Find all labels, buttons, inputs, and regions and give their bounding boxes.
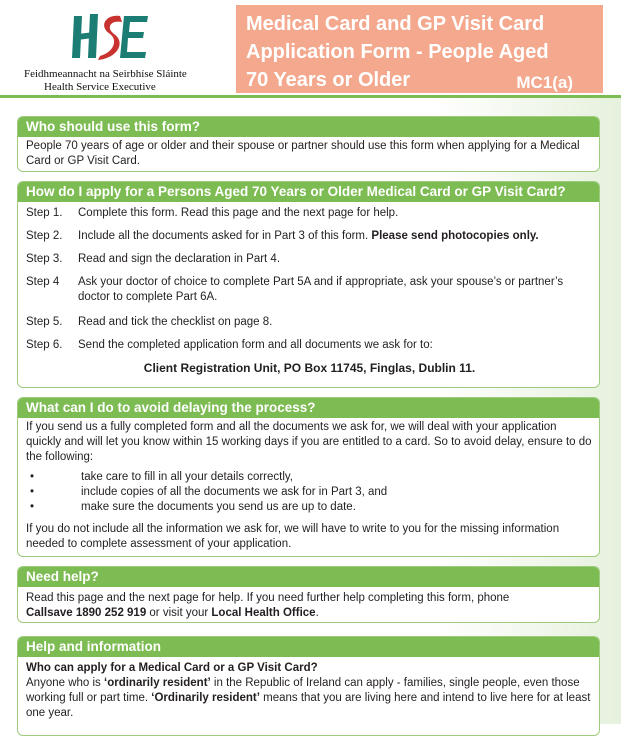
step-number: Step 5. (26, 316, 63, 328)
section-help-information (17, 636, 600, 736)
section-heading: Who should use this form? (18, 117, 599, 137)
info-question: Who can apply for a Medical Card or a GP Visit Card? (26, 662, 318, 674)
section-heading: How do I apply for a Persons Aged 70 Years or Older Medical Card or GP Visit Card? (18, 182, 599, 202)
who-text: People 70 years of age or older and their spouse or partner should use this form when applying for a Medical Card or GP Visit Card. (26, 140, 580, 167)
section-heading: Help and information (18, 637, 599, 657)
org-name-english: Health Service Executive (44, 81, 156, 93)
mailing-address: Client Registration Unit, PO Box 11745, Finglas, Dublin 11. (143, 361, 476, 375)
delay-outro: If you do not include all the information we ask for, we will have to write to you for the missing information needed to complete assessment of your application. (26, 523, 560, 550)
step-text: Complete this form. Read this page and the next page for help. (78, 207, 399, 219)
help-line-1: Read this page and the next page for help. If you need further help completing this form, phone (26, 592, 510, 604)
delay-intro: If you send us a fully completed form and all the documents we ask for, we will deal with your application quickly and will let you know within 15 working days if you are entitled to a card. So to avoid delay, ensure to do the following: (26, 421, 592, 463)
form-title-line-3: 70 Years or Older (246, 69, 411, 91)
header-divider (0, 95, 621, 98)
step-text: Read and tick the checklist on page 8. (78, 316, 273, 328)
form-title-line-2: Application Form - People Aged (246, 41, 549, 63)
bullet-icon: • (30, 486, 35, 498)
hse-logo-icon (68, 10, 156, 64)
step-number: Step 1. (26, 207, 63, 219)
step-emphasis: Please send photocopies only. (371, 230, 539, 242)
step-number: Step 2. (26, 230, 63, 242)
step-text: Read and sign the declaration in Part 4. (78, 253, 281, 265)
section-heading: What can I do to avoid delaying the process? (18, 398, 599, 418)
section-who-should-use (17, 116, 600, 172)
section-avoid-delay: What can I do to avoid delaying the process? If you send us a fully completed form and all the documents we ask for, we will deal with your application quickly and will let you know within 15 working days if you are entitled to a card. So to avoid delay, ensure to do the following: • take care to fill in all your details correctly, • include copies of all the documents we ask for in Part 3, and • make sure the documents you send us are up to date. If you do not include all the information we ask for, we will have to write to you for the missing information needed to complete assessment of your application. (17, 397, 600, 557)
step-text: Include all the documents asked for in Part 3 of this form. (78, 230, 369, 242)
callsave-number: Callsave 1890 252 919 (26, 607, 147, 619)
form-title-box (236, 5, 603, 93)
section-need-help: Need help? Read this page and the next page for help. If you need further help completing this form, phone Callsave 1890 252 919 or visit your Local Health Office. (17, 566, 600, 623)
info-paragraph: Anyone who is ‘ordinarily resident’ in the Republic of Ireland can apply - families, single people, even those working full or part time. ‘Ordinarily resident’ means that you are living here and intend to live here for at least one year. (26, 677, 591, 719)
hse-logo (22, 10, 212, 94)
step-number: Step 4 (26, 276, 60, 288)
local-health-office: Local Health Office (211, 607, 316, 619)
bullet-icon: • (30, 471, 35, 483)
bullet-icon: • (30, 501, 35, 513)
org-name-irish: Feidhmeannacht na Seirbhíse Sláinte (24, 68, 187, 80)
step-text: Send the completed application form and all documents we ask for to: (78, 339, 433, 351)
section-heading: Need help? (18, 567, 599, 587)
step-number: Step 3. (26, 253, 63, 265)
step-text: Ask your doctor of choice to complete Part 5A and if appropriate, ask your spouse’s or partner’s doctor to complete Part 6A. (78, 276, 564, 303)
form-title-line-1: Medical Card and GP Visit Card (246, 13, 545, 35)
form-code: MC1(a) (516, 73, 573, 92)
step-number: Step 6. (26, 339, 63, 351)
page-header (0, 0, 621, 100)
section-how-to-apply (17, 181, 600, 388)
